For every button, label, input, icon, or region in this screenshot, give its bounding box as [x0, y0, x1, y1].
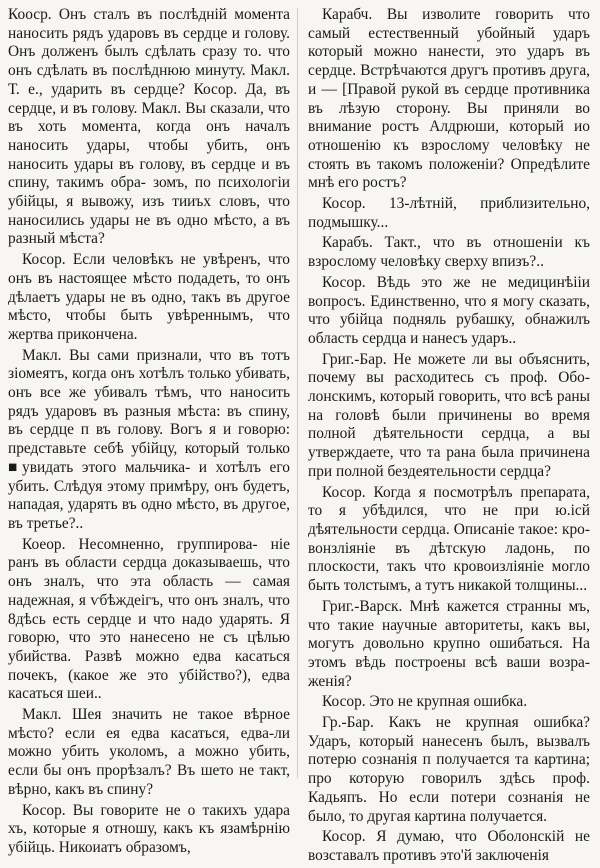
- paragraph: Карабч. Вы изволите говорить что самый естественный убойный ударъ который можно нанести, это ударъ въ сердце. Встрѣчаются другъ противъ друга, и — [Правой рукой въ сердце противника въ лѣзую сторону. Вы приняли во внимание ростъ Алдрюши, который ио отношенію къ взрослому человѣку не стоять въ такомъ положеніи? Опредѣлите мнѣ его ростъ?: [308, 6, 590, 192]
- text-column-left: [8, 6, 290, 860]
- paragraph: Кооср. Онъ сталъ въ послѣдній момента наносить рядъ ударовъ въ сердце и голову. Онъ долженъ былъ сдѣлать сразу то. что онъ сдѣлать въ послѣднюю минуту. Макл. Т. е., ударить въ сердце? Косор. Да, въ сердце, и въ голову. Макл. Вы сказали, что въ хоть момента, когда онъ началъ наносить удары, чтобы убить, онъ наносить удары въ голову, въ сердце и въ спину, такимъ обра- зомъ, по психологіи убійцы, я вывожу, изъ тииъх словъ, что наносились удары не въ одно мѣсто, а въ разный мѣста?: [8, 6, 290, 248]
- paragraph: Григ.-Бар. Не можете ли вы объяснить, почему вы расходитесь съ проф. Обо- лонскимъ, который говорить, что всѣ раны на головѣ были причинены во время полной дѣятельности сердца, а вы утверждаете, что та рана была причинена при полной бездеятельности сердца?: [308, 350, 590, 480]
- paragraph: Косор. Если человѣкъ не увѣренъ, что онъ въ настоящее мѣсто подадеть, то онъ дѣлаетъ удары не въ одно, такъ въ другое мѣсто, чтобы быть увѣреннымъ, что жертва прикончена.: [8, 251, 290, 343]
- paragraph: Косор. Это не крупная ошибка.: [322, 693, 528, 711]
- paragraph: Коеор. Несомненно, группирова- ніе ранъ въ области сердца доказываешь, что онъ зналъ, что эта область — самая надежная, я ѵбѣждеігъ, что онъ зналъ, что 8дѣсь есть сердце и что надо ударять. Я говорю, что это нанесено не съ цѣлью убийства. Развѣ можно едва касаться почекъ, (какое же это убійство?), едва касаться шеи..: [8, 535, 290, 703]
- paragraph: Григ.-Варск. Мнѣ кажется странны мъ, что такие научные авторитеты, какъ вы, могутъ довольно крупно ошибаться. На этомъ вѣдь построены всѣ ваши возра- женія?: [308, 597, 590, 690]
- paragraph: Косор. Когда я посмотрѣлъ препарата, то я убѣдился, что не при ю.ісй дѣятельности сердца. Описаніе такое: кро- вонзліяніе въ дѣтскую ладонь, по плоскости, такъ что кровоизліяніе могло быть толстымъ, а тутъ никакой толщины...: [308, 483, 590, 595]
- paragraph: Гр.-Бар. Какъ не крупная ошибка? Ударъ, который нанесенъ былъ, вызвалъ потерю сознанія п получается та картина; про которую говорилъ здѣсь проф. Кадьяпъ. Но если потери сознанія не было, то другая картина получается.: [308, 714, 590, 825]
- paragraph: Макл. Шея значить не такое вѣрное мѣсто? если ея едва касаться, едва-ли можно убить уколомъ, а можно убить, если бы онъ прорѣзалъ? Въ шето не такт, вѣрно, какъ въ спину?: [8, 706, 290, 798]
- paragraph: Косор. Вѣдь это же не медицинѣііи вопросъ. Единственно, что я могу сказать, что убійца подняль рубашку, обнажилъ область сердца и нанесъ ударъ..: [308, 273, 590, 347]
- paragraph: Косор. 13-лѣтній, приблизительно, подмышку...: [308, 195, 590, 231]
- paragraph: Карабъ. Такт., что въ отношеніи къ взрослому человѣку сверху впизъ?..: [308, 234, 590, 271]
- column-divider: [297, 8, 298, 778]
- paragraph: Макл. Вы сами признали, что въ тотъ зіомеятъ, когда онъ хотѣлъ только убивать, онъ все же убивалъ тѣмъ, что наносить рядъ ударовъ въ разныя мѣста: въ спину, въ сердце п въ голову. Вогъ я и говорю: представьте себѣ убійцу, который только ■увидать этого мальчика- и хотѣлъ его убить. Слѣдуя этому примѣру, онъ будетъ, нападая, ударять въ одно мѣсто, въ другое, въ третье?..: [8, 346, 290, 532]
- paragraph: Косор. Я думаю, что Оболонскій не возставалъ противъ это'й заключенія: [308, 828, 590, 864]
- text-column-right: [308, 6, 590, 868]
- paragraph: Косор. Вы говорите не о такихъ удара хъ, которые я отношу, какъ къ язамѣрнію убійць. Никоиатъ образомъ,: [8, 801, 290, 856]
